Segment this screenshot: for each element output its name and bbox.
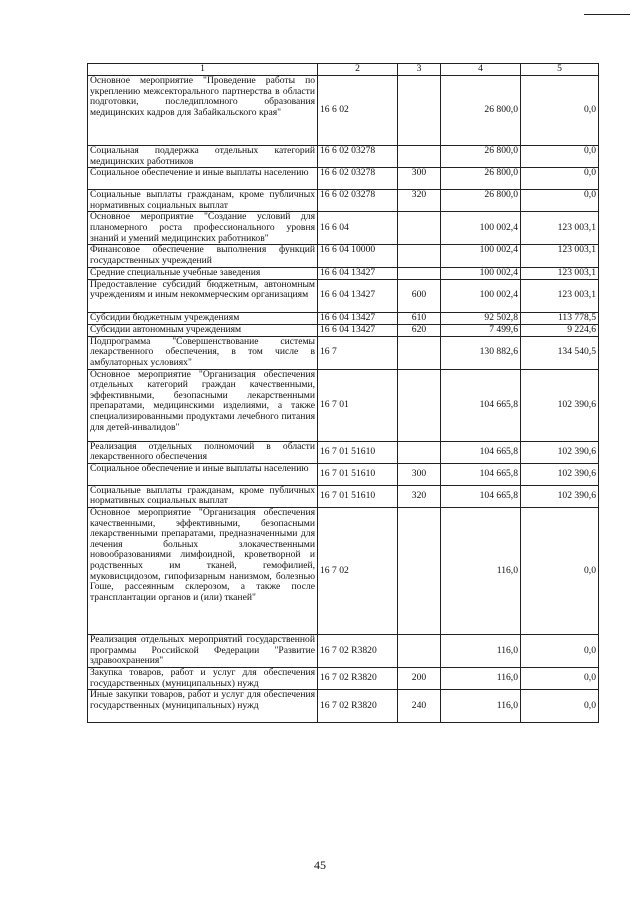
table-row: [88, 267, 599, 279]
row-value-2022-cell: 102 390,6: [521, 369, 599, 441]
table-row: [88, 76, 599, 146]
row-value-2021-cell: 116,0: [441, 690, 521, 723]
table-row: [88, 312, 599, 324]
row-code-cell: 16 6 04 13427: [318, 312, 398, 324]
row-value-2022-cell: 123 003,1: [521, 279, 599, 312]
row-value-2021-cell: 104 665,8: [441, 369, 521, 441]
row-name-cell: Социальное обеспечение и иные выплаты населению: [88, 463, 318, 485]
row-value-2021-cell: 100 002,4: [441, 245, 521, 267]
header-col-2: 2: [318, 64, 398, 76]
row-value-2022-cell: 123 003,1: [521, 267, 599, 279]
row-value-2022-cell: 0,0: [521, 507, 599, 634]
page-number: 45: [314, 858, 326, 872]
row-code-cell: 16 7 01: [318, 369, 398, 441]
row-vr-cell: 200: [398, 667, 441, 689]
row-value-2021-cell: 116,0: [441, 667, 521, 689]
table-row: [88, 485, 599, 507]
row-name-cell: Реализация отдельных полномочий в области лекарственного обеспечения: [88, 441, 318, 463]
row-value-2021-cell: 104 665,8: [441, 463, 521, 485]
row-vr-cell: [398, 441, 441, 463]
table-row: [88, 667, 599, 689]
row-name-cell: Основное мероприятие "Создание условий для планомерного роста профессионального уровня знаний и умений медицинских работников": [88, 212, 318, 245]
row-vr-cell: 320: [398, 190, 441, 212]
row-vr-cell: [398, 336, 441, 369]
row-value-2021-cell: 104 665,8: [441, 485, 521, 507]
row-value-2021-cell: 26 800,0: [441, 168, 521, 190]
row-vr-cell: [398, 76, 441, 146]
row-value-2021-cell: 7 499,6: [441, 324, 521, 336]
row-value-2021-cell: 116,0: [441, 507, 521, 634]
table-row: [88, 634, 599, 667]
row-code-cell: 16 6 04 13427: [318, 324, 398, 336]
row-name-cell: Основное мероприятие "Организация обеспечения качественными, эффективными, безопасными лекарственными препаратами, предназначенными для лечения больных злокачественными новообразованиями лимфоидной, кроветворной и родственных им тканей, гемофилией, муковисцидозом, гипофизарным нанизмом, болезнью Гоше, рассеянным склерозом, а также после трансплантации органов и (или) тканей": [88, 507, 318, 634]
row-vr-cell: 320: [398, 485, 441, 507]
row-value-2022-cell: 9 224,6: [521, 324, 599, 336]
row-value-2022-cell: 102 390,6: [521, 441, 599, 463]
table-row: [88, 507, 599, 634]
row-value-2021-cell: 100 002,4: [441, 279, 521, 312]
row-name-cell: Субсидии автономным учреждениям: [88, 324, 318, 336]
table-row: [88, 690, 599, 723]
row-vr-cell: [398, 146, 441, 168]
table-row: [88, 324, 599, 336]
row-code-cell: 16 7: [318, 336, 398, 369]
row-name-cell: Подпрограмма "Совершенствование системы лекарственного обеспечения, в том числе в амбулаторных условиях": [88, 336, 318, 369]
row-name-cell: Основное мероприятие "Организация обеспечения отдельных категорий граждан качественными, эффективными, безопасными лекарственными препаратами, медицинскими изделиями, а также специализированными продуктами лечебного питания для детей-инвалидов": [88, 369, 318, 441]
row-value-2021-cell: 130 882,6: [441, 336, 521, 369]
row-code-cell: 16 7 02 R3820: [318, 667, 398, 689]
row-vr-cell: 610: [398, 312, 441, 324]
table-row: [88, 336, 599, 369]
row-vr-cell: 300: [398, 168, 441, 190]
table-row: [88, 245, 599, 267]
table-row: [88, 146, 599, 168]
row-code-cell: 16 6 04 10000: [318, 245, 398, 267]
header-col-3: 3: [398, 64, 441, 76]
row-value-2021-cell: 116,0: [441, 634, 521, 667]
row-value-2022-cell: 0,0: [521, 690, 599, 723]
row-vr-cell: 620: [398, 324, 441, 336]
header-col-1: 1: [88, 64, 318, 76]
table-row: [88, 369, 599, 441]
row-value-2022-cell: 0,0: [521, 667, 599, 689]
row-value-2021-cell: 92 502,8: [441, 312, 521, 324]
header-col-5: 5: [521, 64, 599, 76]
row-value-2021-cell: 104 665,8: [441, 441, 521, 463]
row-vr-cell: 300: [398, 463, 441, 485]
row-code-cell: 16 7 01 51610: [318, 441, 398, 463]
row-code-cell: 16 6 04: [318, 212, 398, 245]
row-value-2022-cell: 0,0: [521, 190, 599, 212]
row-name-cell: Предоставление субсидий бюджетным, автономным учреждениям и иным некоммерческим организациям: [88, 279, 318, 312]
header-col-4: 4: [441, 64, 521, 76]
row-name-cell: Социальные выплаты гражданам, кроме публичных нормативных социальных выплат: [88, 190, 318, 212]
row-vr-cell: [398, 212, 441, 245]
row-name-cell: Социальные выплаты гражданам, кроме публичных нормативных социальных выплат: [88, 485, 318, 507]
row-code-cell: 16 6 02: [318, 76, 398, 146]
row-name-cell: Социальная поддержка отдельных категорий медицинских работников: [88, 146, 318, 168]
row-value-2021-cell: 26 800,0: [441, 146, 521, 168]
row-value-2022-cell: 102 390,6: [521, 463, 599, 485]
row-code-cell: 16 6 02 03278: [318, 146, 398, 168]
row-code-cell: 16 7 01 51610: [318, 463, 398, 485]
table-row: [88, 212, 599, 245]
table-row: [88, 279, 599, 312]
row-name-cell: Закупка товаров, работ и услуг для обеспечения государственных (муниципальных) нужд: [88, 667, 318, 689]
row-code-cell: 16 7 02 R3820: [318, 690, 398, 723]
row-value-2022-cell: 113 778,5: [521, 312, 599, 324]
row-code-cell: 16 6 02 03278: [318, 168, 398, 190]
row-vr-cell: [398, 369, 441, 441]
row-value-2021-cell: 26 800,0: [441, 190, 521, 212]
row-vr-cell: [398, 507, 441, 634]
table-row: [88, 463, 599, 485]
row-value-2022-cell: 123 003,1: [521, 245, 599, 267]
row-name-cell: Субсидии бюджетным учреждениям: [88, 312, 318, 324]
row-value-2022-cell: 0,0: [521, 146, 599, 168]
row-vr-cell: [398, 245, 441, 267]
row-vr-cell: [398, 267, 441, 279]
table-body: [88, 76, 599, 723]
row-value-2022-cell: 102 390,6: [521, 485, 599, 507]
row-vr-cell: 600: [398, 279, 441, 312]
row-name-cell: Иные закупки товаров, работ и услуг для обеспечения государственных (муниципальных) нужд: [88, 690, 318, 723]
row-code-cell: 16 6 02 03278: [318, 190, 398, 212]
row-name-cell: Средние специальные учебные заведения: [88, 267, 318, 279]
budget-table: [87, 63, 599, 723]
row-name-cell: Финансовое обеспечение выполнения функций государственных учреждений: [88, 245, 318, 267]
row-vr-cell: [398, 634, 441, 667]
row-value-2021-cell: 100 002,4: [441, 212, 521, 245]
row-code-cell: 16 7 02: [318, 507, 398, 634]
row-name-cell: Реализация отдельных мероприятий государственной программы Российской Федерации "Развитие здравоохранения": [88, 634, 318, 667]
row-code-cell: 16 7 01 51610: [318, 485, 398, 507]
row-name-cell: Основное мероприятие "Проведение работы по укреплению межсекторального партнерства в области подготовки, последипломного образования медицинских кадров для Забайкальского края": [88, 76, 318, 146]
row-code-cell: 16 7 02 R3820: [318, 634, 398, 667]
row-vr-cell: 240: [398, 690, 441, 723]
table-row: [88, 190, 599, 212]
header-row: [88, 64, 599, 76]
row-name-cell: Социальное обеспечение и иные выплаты населению: [88, 168, 318, 190]
row-value-2022-cell: 0,0: [521, 634, 599, 667]
row-value-2022-cell: 134 540,5: [521, 336, 599, 369]
row-code-cell: 16 6 04 13427: [318, 279, 398, 312]
row-value-2021-cell: 100 002,4: [441, 267, 521, 279]
row-value-2022-cell: 0,0: [521, 168, 599, 190]
row-value-2021-cell: 26 800,0: [441, 76, 521, 146]
row-value-2022-cell: 0,0: [521, 76, 599, 146]
row-value-2022-cell: 123 003,1: [521, 212, 599, 245]
table-row: [88, 441, 599, 463]
table-row: [88, 168, 599, 190]
top-rule: [584, 14, 630, 15]
row-code-cell: 16 6 04 13427: [318, 267, 398, 279]
